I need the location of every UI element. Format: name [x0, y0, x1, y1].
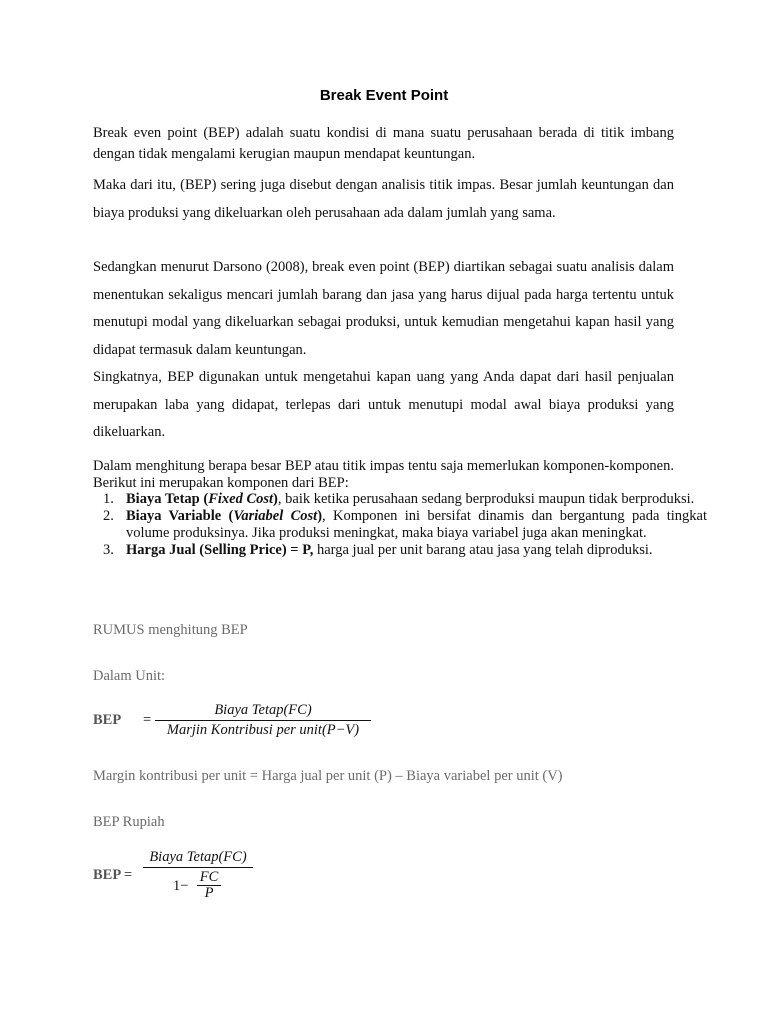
paragraph-analysis: Maka dari itu, (BEP) sering juga disebut dengan analisis titik impas. Besar jumlah keuntungan dan biaya produksi yang dikeluarkan oleh perusahaan ada dalam jumlah yang sama. — [93, 177, 674, 221]
fraction-denominator: Marjin Kontribusi per unit(P−V) — [155, 720, 371, 740]
fraction-numerator: Biaya Tetap(FC) — [214, 702, 312, 718]
paragraph-definition: Break even point (BEP) adalah suatu kondisi di mana suatu perusahaan berada di titik imbang dengan tidak mengalami kerugian maupun mendapat keuntungan. — [93, 125, 674, 162]
components-list — [93, 491, 707, 559]
list-item: 1. Biaya Tetap (Fixed Cost), baik ketika perusahaan sedang berproduksi maupun tidak berproduksi. — [103, 491, 695, 507]
unit-label: Dalam Unit: — [93, 668, 166, 684]
fraction-numerator: Biaya Tetap(FC) — [149, 849, 247, 865]
list-item: 3. Harga Jual (Selling Price) = P, harga jual per unit barang atau jasa yang telah diproduksi. — [103, 542, 653, 558]
rupiah-label: BEP Rupiah — [93, 814, 165, 830]
formula-heading: RUMUS menghitung BEP — [93, 622, 248, 638]
bep-rupiah-label: BEP = — [93, 867, 133, 883]
bep-unit-fraction — [155, 701, 371, 740]
paragraph-components-intro: Dalam menghitung berapa besar BEP atau titik impas tentu saja memerlukan komponen-komponen. Berikut ini merupakan komponen dari BEP: — [93, 458, 674, 491]
paragraph-summary: Singkatnya, BEP digunakan untuk mengetahui kapan uang yang Anda dapat dari hasil penjualan merupakan laba yang didapat, terlepas dari untuk menutupi modal awal biaya produksi yang dikeluarkan. — [93, 369, 674, 440]
page-title: Break Event Point — [319, 87, 449, 104]
fraction-denominator — [143, 867, 253, 902]
margin-note: Margin kontribusi per unit = Harga jual per unit (P) – Biaya variabel per unit (V) — [93, 768, 563, 784]
paragraph-darsono: Sedangkan menurut Darsono (2008), break even point (BEP) diartikan sebagai suatu analisis dalam menentukan sekaligus mencari jumlah barang dan jasa yang harus dijual pada harga tertentu untuk menutupi modal yang dikeluarkan sebagai produksi, untuk kemudian mengetahui kapan hasil yang didapat termasuk dalam keuntungan. — [93, 259, 674, 358]
bep-unit-label: BEP — [93, 712, 122, 728]
one-minus: 1− — [173, 878, 189, 894]
equals-sign: = — [143, 712, 152, 728]
list-item: 2. Biaya Variable (Variabel Cost), Komponen ini bersifat dinamis dan bergantung pada tingkat volume produksinya. Jika produksi meningkat, maka biaya variabel juga akan meningkat. — [103, 508, 707, 541]
inner-fraction: FC P — [197, 870, 221, 901]
bep-rupiah-fraction — [143, 848, 253, 902]
